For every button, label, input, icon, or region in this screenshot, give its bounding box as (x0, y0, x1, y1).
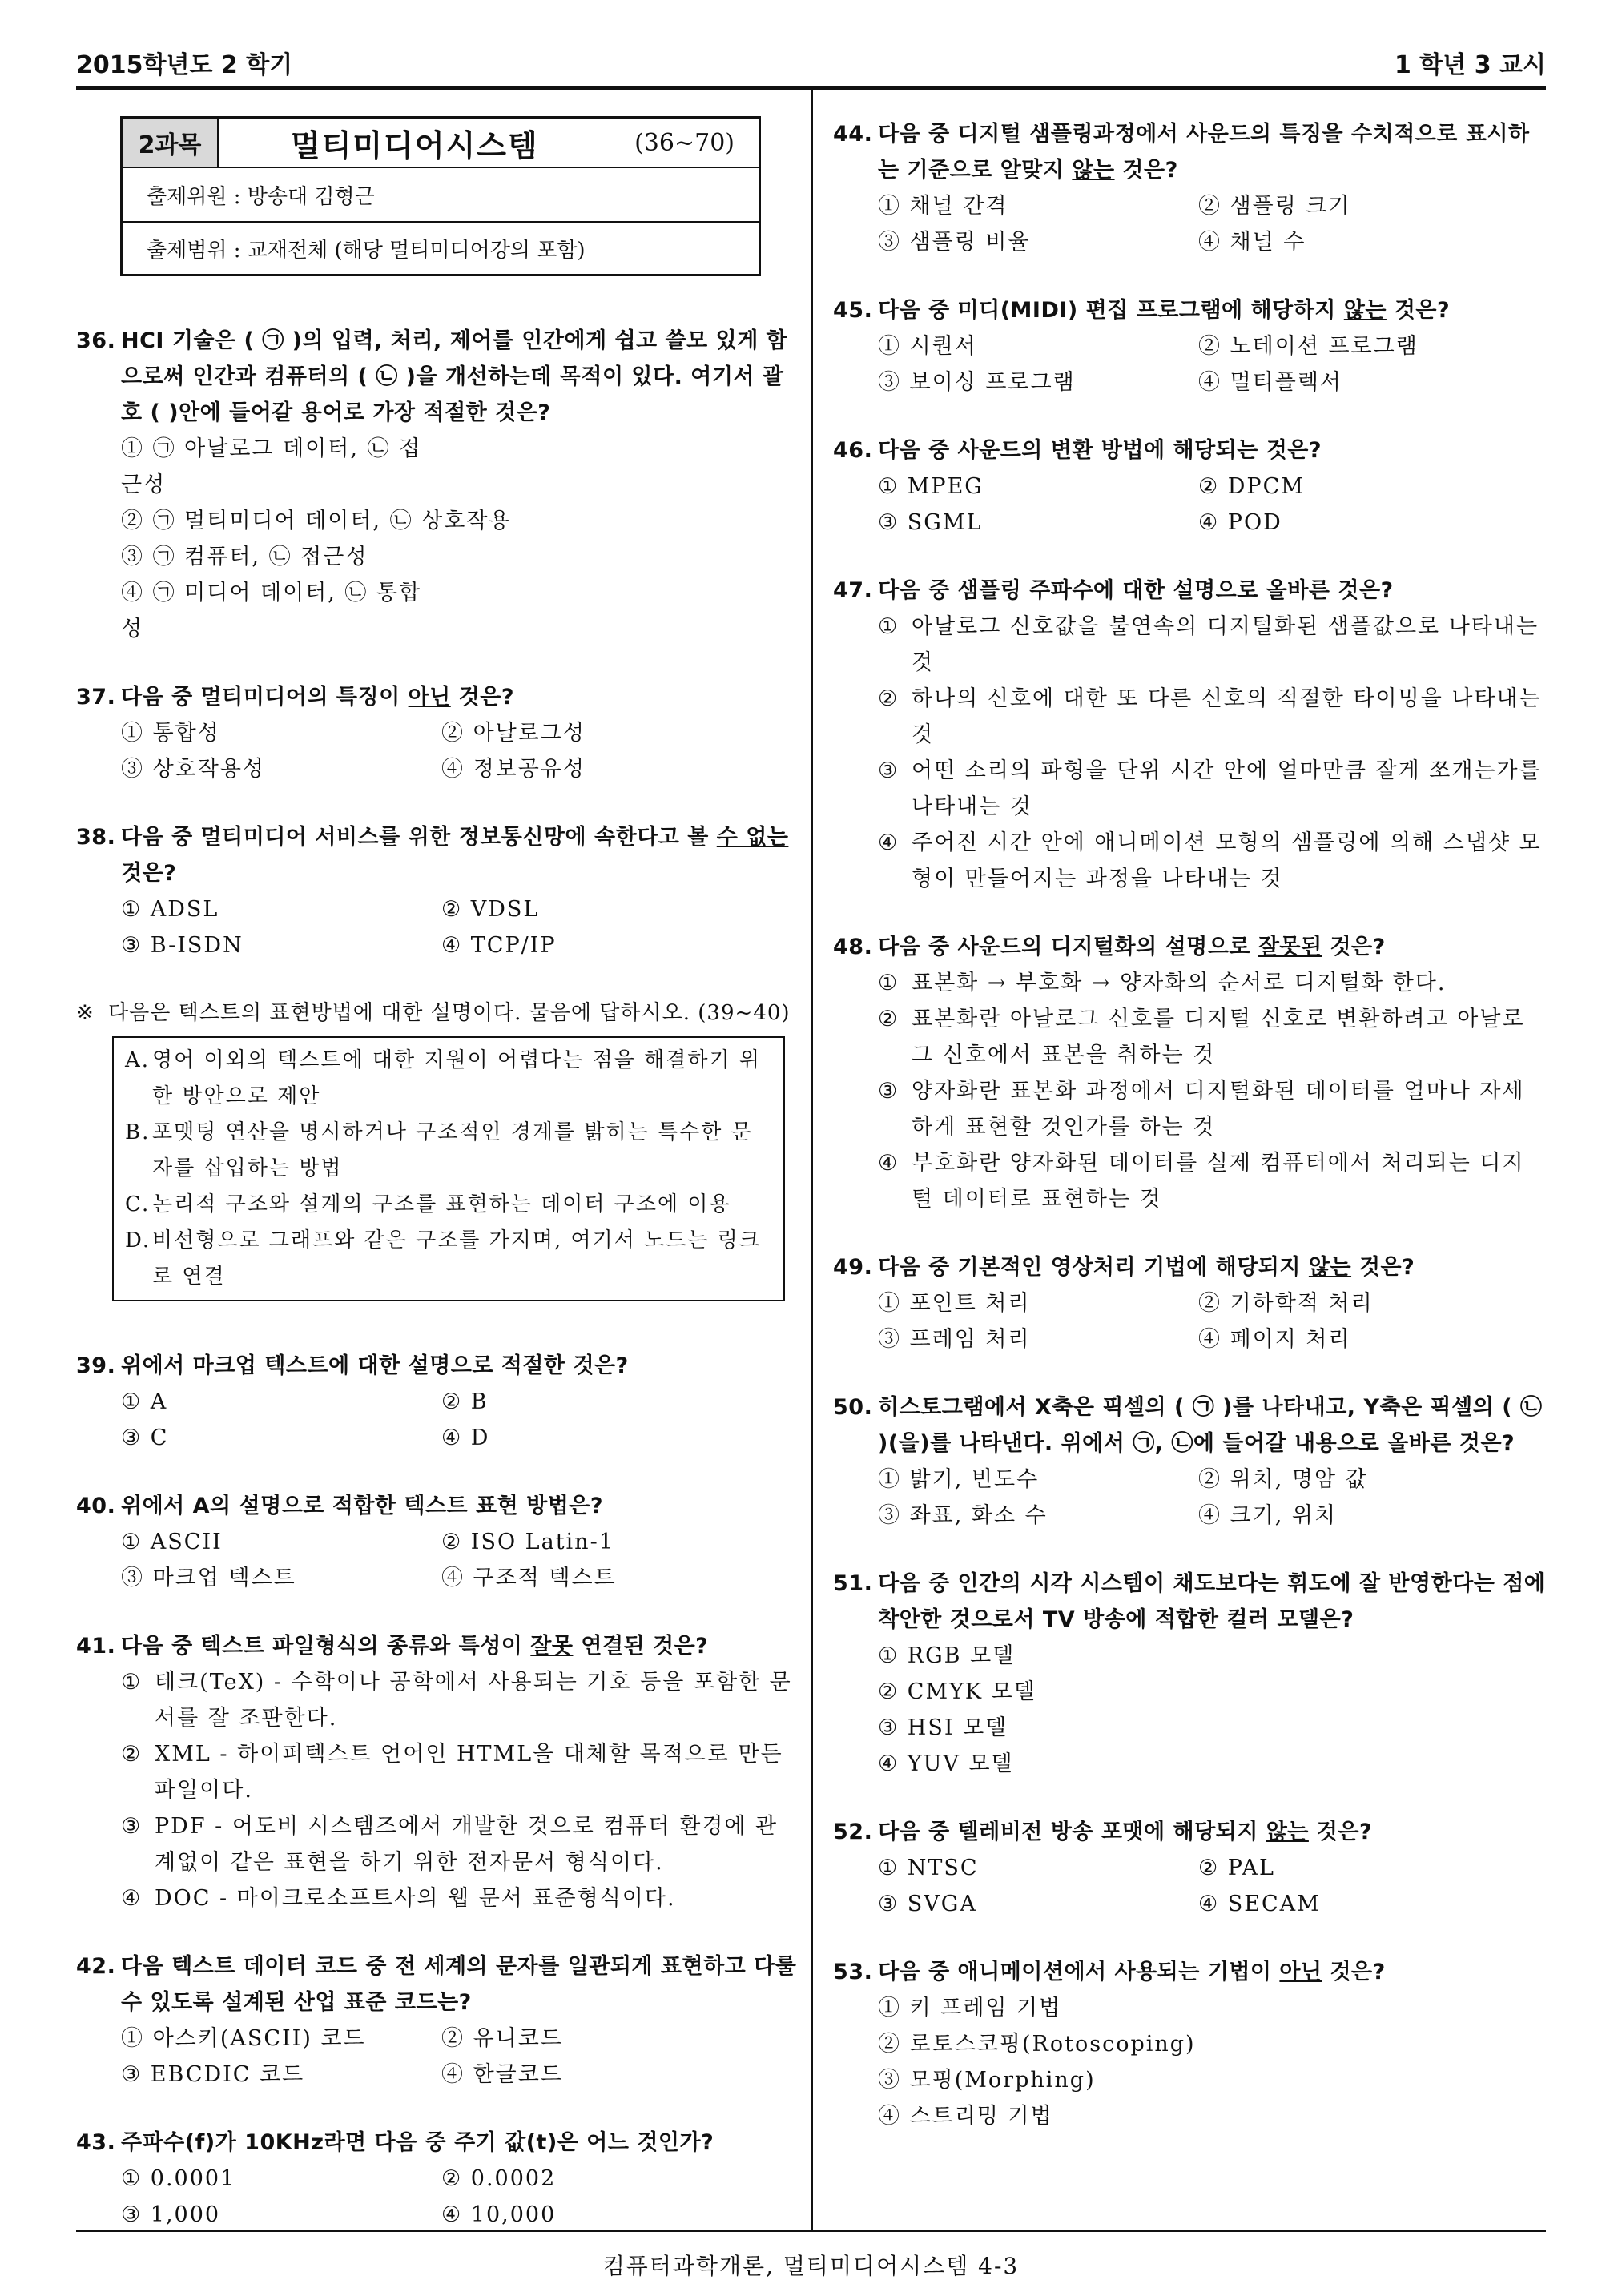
question-text: 다음 중 멀티미디어 서비스를 위한 정보통신망에 속한다고 볼 (121, 825, 717, 850)
option-3[interactable]: ③ 프레임 처리 (878, 1327, 1031, 1352)
option-2[interactable]: ② PAL (1198, 1856, 1275, 1880)
question-number: 37. (76, 685, 116, 710)
option-3[interactable]: ③ SGML (878, 510, 983, 535)
question-39 (76, 1348, 797, 1456)
option-1[interactable]: ① 밝기, 빈도수 (878, 1467, 1040, 1492)
option-text: 표본화란 아날로그 신호를 디지털 신호로 변환하려고 아날로그 신호에서 표본을 취하는 것 (912, 1007, 1525, 1068)
emphasis-text: 않는 (1343, 298, 1387, 323)
option-text: XML - 하이퍼텍스트 언어인 HTML을 대체할 목적으로 만든 파일이다. (155, 1742, 783, 1803)
question-number: 45. (833, 298, 873, 323)
item-mark: B. (125, 1120, 151, 1144)
option-4[interactable]: ④ 채널 수 (1198, 230, 1306, 255)
option-text: 어떤 소리의 파형을 단위 시간 안에 얼마만큼 잘게 쪼개는가를 나타내는 것 (912, 758, 1542, 819)
item-text: 포맷팅 연산을 명시하거나 구조적인 경계를 밝히는 특수한 문자를 삽입하는 방법 (152, 1120, 753, 1180)
option-1[interactable]: ① 포인트 처리 (878, 1291, 1031, 1316)
option-mark: ② (878, 686, 900, 711)
question-text: 다음 중 애니메이션에서 사용되는 기법이 (878, 1960, 1280, 1984)
option-3[interactable] (878, 753, 1546, 825)
question-text: 주파수(f)가 10KHz라면 다음 중 주기 값(t)은 어느 것인가? (121, 2130, 714, 2155)
question-number: 50. (833, 1395, 873, 1420)
question-text: 위에서 마크업 텍스트에 대한 설명으로 적절한 것은? (121, 1353, 629, 1378)
question-stem (76, 1488, 797, 1524)
option-2[interactable]: ② 0.0002 (441, 2166, 557, 2191)
footer-rule (76, 2230, 1546, 2232)
option-1[interactable]: ① NTSC (878, 1856, 979, 1880)
option-4[interactable]: ④ 10,000 (441, 2202, 557, 2227)
question-text: 다음 중 텔레비전 방송 포맷에 해당되지 (878, 1820, 1266, 1844)
option-1[interactable]: ① 아스키(ASCII) 코드 (121, 2026, 366, 2051)
exam-term: 2015학년도 2 학기 (76, 51, 293, 79)
option-3[interactable]: ③ EBCDIC 코드 (121, 2062, 305, 2087)
option-2[interactable] (121, 1736, 797, 1808)
question-44 (833, 116, 1546, 260)
item-text: 비선형으로 그래프와 같은 구조를 가지며, 여기서 노드는 링크로 연결 (152, 1228, 762, 1289)
option-1[interactable]: ① 통합성 (121, 721, 220, 746)
option-3[interactable] (121, 1808, 797, 1880)
question-stem (833, 292, 1546, 328)
option-3[interactable]: ③ 모핑(Morphing) (878, 2068, 1096, 2093)
option-1[interactable]: ① 키 프레임 기법 (878, 1996, 1062, 2021)
option-1[interactable]: ① ASCII (121, 1530, 223, 1554)
question-stem (76, 819, 797, 891)
item-text: 논리적 구조와 설계의 구조를 표현하는 데이터 구조에 이용 (152, 1192, 731, 1216)
question-stem (76, 1948, 797, 2021)
option-mark: ③ (121, 1814, 143, 1839)
question-text-end: 것은? (1308, 1820, 1373, 1844)
option-4[interactable]: ④ POD (1198, 510, 1282, 535)
exam-period: 1 학년 3 교시 (1394, 51, 1546, 79)
question-text: 다음 중 멀티미디어의 특징이 (121, 685, 409, 710)
option-2[interactable]: ② ISO Latin-1 (441, 1530, 614, 1554)
question-number: 44. (833, 122, 873, 147)
option-1[interactable]: ① ㉠ 아날로그 데이터, ㉡ 접근성 (121, 436, 422, 497)
question-text-end: 것은? (1322, 935, 1386, 959)
question-text-end: 연결된 것은? (573, 1634, 709, 1659)
option-text: 부호화란 양자화된 데이터를 실제 컴퓨터에서 처리되는 디지털 데이터로 표현하는 것 (912, 1151, 1525, 1212)
option-3[interactable]: ③ 1,000 (121, 2202, 221, 2227)
option-3[interactable]: ③ 상호작용성 (121, 757, 265, 782)
option-2[interactable]: ② 위치, 명암 값 (1198, 1467, 1368, 1492)
page-footer: 컴퓨터과학개론, 멀티미디어시스템 4-3 (602, 2253, 1020, 2279)
option-3[interactable]: ③ ㉠ 컴퓨터, ㉡ 접근성 (121, 545, 368, 569)
question-text-end: 것은? (121, 861, 177, 886)
question-53 (833, 1954, 1546, 2134)
option-4[interactable]: ④ TCP/IP (441, 933, 557, 958)
option-2[interactable]: ② VDSL (441, 897, 540, 922)
passage-item-c (125, 1187, 772, 1223)
option-3[interactable]: ③ 샘플링 비율 (878, 230, 1031, 255)
option-mark: ① (878, 971, 900, 995)
page-header (76, 45, 1546, 85)
option-2[interactable]: ② B (441, 1389, 489, 1414)
subject-scope: 출제범위 : 교재전체 (해당 멀티미디어강의 포함) (123, 221, 759, 274)
emphasis-text: 않는 (1266, 1820, 1309, 1844)
option-mark: ③ (878, 1079, 900, 1104)
option-2[interactable]: ② ㉠ 멀티미디어 데이터, ㉡ 상호작용 (121, 509, 512, 533)
option-2[interactable]: ② CMYK 모델 (878, 1679, 1036, 1704)
question-stem (833, 1389, 1546, 1462)
question-text: 다음 중 기본적인 영상처리 기법에 해당되지 (878, 1255, 1309, 1280)
option-4[interactable]: ④ D (441, 1425, 490, 1450)
option-2[interactable]: ② 샘플링 크기 (1198, 194, 1351, 219)
subject-author: 출제위원 : 방송대 김형근 (147, 184, 375, 209)
question-stem (76, 1628, 797, 1664)
question-stem (76, 1348, 797, 1384)
item-mark: D. (125, 1228, 151, 1253)
option-4[interactable]: ④ 크기, 위치 (1198, 1503, 1338, 1528)
question-number: 49. (833, 1255, 873, 1280)
option-1[interactable] (121, 1664, 797, 1736)
question-range: (36~70) (634, 128, 735, 157)
question-text-end: 것은? (1114, 158, 1178, 183)
option-4[interactable]: ④ 페이지 처리 (1198, 1327, 1351, 1352)
emphasis-text: 수 없는 (716, 825, 789, 850)
question-text: 위에서 A의 설명으로 적합한 텍스트 표현 방법은? (121, 1494, 604, 1518)
question-number: 48. (833, 935, 873, 959)
option-mark: ② (121, 1742, 143, 1767)
question-number: 43. (76, 2130, 116, 2155)
column-divider (811, 90, 813, 2230)
question-38 (76, 819, 797, 963)
option-text: PDF - 어도비 시스템즈에서 개발한 것으로 컴퓨터 환경에 관계없이 같은 표현을 하기 위한 전자문서 형식이다. (155, 1814, 779, 1875)
option-3[interactable]: ③ B-ISDN (121, 933, 244, 958)
question-stem (833, 573, 1546, 609)
question-text-end: 것은? (450, 685, 514, 710)
emphasis-text: 않는 (1308, 1255, 1352, 1280)
question-text: HCI 기술은 ( ㉠ )의 입력, 처리, 제어를 인간에게 쉽고 쓸모 있게 함으로써 인간과 컴퓨터의 ( ㉡ )을 개선하는데 목적이 있다. 여기서 괄호 ( )안에 들어갈 용어로 가장 적절한 것은? (121, 328, 788, 425)
question-stem (76, 2125, 797, 2161)
right-column (833, 116, 1546, 2166)
option-mark: ③ (878, 758, 900, 783)
question-42 (76, 1948, 797, 2093)
option-mark: ④ (121, 1886, 143, 1911)
note-text: 다음은 텍스트의 표현방법에 대한 설명이다. 물음에 답하시오. (39~40) (108, 1001, 791, 1025)
subject-code: 2과목 (123, 119, 219, 167)
passage-item-a (125, 1043, 772, 1115)
option-2[interactable]: ② DPCM (1198, 474, 1305, 499)
subject-name: 멀티미디어시스템 (291, 127, 539, 163)
question-text: 다음 중 사운드의 변환 방법에 해당되는 것은? (878, 438, 1322, 463)
question-stem (833, 116, 1546, 188)
question-49 (833, 1249, 1546, 1357)
question-47 (833, 573, 1546, 897)
question-text-end: 것은? (1386, 298, 1451, 323)
option-text: 테크(TeX) - 수학이나 공학에서 사용되는 기호 등을 포함한 문서를 잘 조판한다. (155, 1670, 792, 1731)
passage-box (112, 1036, 785, 1301)
question-stem (833, 1954, 1546, 1990)
question-text: 다음 중 디지털 샘플링과정에서 사운드의 특징을 수치적으로 표시하는 기준으로 알맞지 (878, 122, 1530, 183)
option-4[interactable]: ④ ㉠ 미디어 데이터, ㉡ 통합성 (121, 581, 422, 641)
emphasis-text: 잘못 (530, 1634, 574, 1659)
option-4[interactable]: ④ YUV 모델 (878, 1751, 1014, 1776)
option-3[interactable]: ③ HSI 모델 (878, 1715, 1008, 1740)
question-number: 36. (76, 328, 116, 353)
option-text: 하나의 신호에 대한 또 다른 신호의 적절한 타이밍을 나타내는 것 (912, 686, 1542, 747)
question-text: 다음 중 미디(MIDI) 편집 프로그램에 해당하지 (878, 298, 1344, 323)
question-stem (833, 432, 1546, 468)
left-column (76, 116, 797, 2265)
option-1[interactable]: ① 0.0001 (121, 2166, 236, 2191)
question-52 (833, 1814, 1546, 1922)
passage-note (76, 995, 797, 1031)
option-2[interactable]: ② 로토스코핑(Rotoscoping) (878, 2032, 1196, 2057)
question-text: 다음 텍스트 데이터 코드 중 전 세계의 문자를 일관되게 표현하고 다룰 수 있도록 설계된 산업 표준 코드는? (121, 1954, 797, 2015)
question-stem (833, 929, 1546, 965)
option-1[interactable] (878, 609, 1546, 681)
option-text: DOC - 마이크로소프트사의 웹 문서 표준형식이다. (155, 1886, 676, 1911)
question-36 (76, 323, 797, 647)
option-text: 주어진 시간 안에 애니메이션 모형의 샘플링에 의해 스냅샷 모형이 만들어지는 과정을 나타내는 것 (912, 830, 1542, 891)
option-1[interactable]: ① RGB 모델 (878, 1643, 1016, 1668)
question-stem (76, 679, 797, 715)
item-mark: A. (125, 1048, 151, 1072)
question-text: 다음 중 인간의 시각 시스템이 채도보다는 휘도에 잘 반영한다는 점에 착안한 것으로서 TV 방송에 적합한 컬러 모델은? (878, 1571, 1546, 1632)
option-1[interactable]: ① A (121, 1389, 168, 1414)
option-1[interactable]: ① ADSL (121, 897, 219, 922)
option-mark: ① (878, 614, 900, 639)
question-number: 39. (76, 1353, 116, 1378)
question-stem (833, 1814, 1546, 1850)
question-stem (833, 1249, 1546, 1285)
option-4[interactable]: ④ 한글코드 (441, 2062, 563, 2087)
subject-box (120, 116, 761, 276)
option-4[interactable] (878, 1145, 1546, 1217)
option-mark: ① (121, 1670, 143, 1695)
option-4[interactable] (878, 825, 1546, 897)
option-2[interactable]: ② 노테이션 프로그램 (1198, 334, 1419, 359)
question-text-end: 것은? (1351, 1255, 1415, 1280)
question-stem (833, 1566, 1546, 1638)
option-3[interactable] (878, 1073, 1546, 1145)
option-text: 표본화 → 부호화 → 양자화의 순서로 디지털화 한다. (912, 971, 1447, 995)
question-50 (833, 1389, 1546, 1534)
option-4[interactable]: ④ 구조적 텍스트 (441, 1566, 617, 1590)
option-2[interactable]: ② 기하학적 처리 (1198, 1291, 1374, 1316)
passage-item-b (125, 1115, 772, 1187)
question-text: 다음 중 사운드의 디지털화의 설명으로 (878, 935, 1258, 959)
option-text: 아날로그 신호값을 불연속의 디지털화된 샘플값으로 나타내는 것 (912, 614, 1539, 675)
question-43 (76, 2125, 797, 2233)
option-4[interactable] (121, 1880, 797, 1916)
option-2[interactable] (878, 1001, 1546, 1073)
question-text-end: 것은? (1322, 1960, 1386, 1984)
question-text: 다음 중 텍스트 파일형식의 종류와 특성이 (121, 1634, 531, 1659)
option-text: 양자화란 표본화 과정에서 디지털화된 데이터를 얼마나 자세하게 표현할 것인가를 하는 것 (912, 1079, 1525, 1140)
question-number: 38. (76, 825, 116, 850)
option-mark: ④ (878, 830, 900, 855)
question-text: 히스토그램에서 X축은 픽셀의 ( ㉠ )를 나타내고, Y축은 픽셀의 ( ㉡ )(을)를 나타낸다. 위에서 ㉠, ㉡에 들어갈 내용으로 올바른 것은? (878, 1395, 1543, 1456)
option-4[interactable]: ④ SECAM (1198, 1892, 1321, 1916)
emphasis-text: 아닌 (408, 685, 451, 710)
option-3[interactable]: ③ 마크업 텍스트 (121, 1566, 296, 1590)
question-51 (833, 1566, 1546, 1782)
question-stem (76, 323, 797, 431)
option-1[interactable] (878, 965, 1546, 1001)
option-4[interactable]: ④ 스트리밍 기법 (878, 2104, 1053, 2129)
option-2[interactable]: ② 유니코드 (441, 2026, 563, 2051)
question-45 (833, 292, 1546, 400)
option-2[interactable] (878, 681, 1546, 753)
option-3[interactable]: ③ 좌표, 화소 수 (878, 1503, 1048, 1528)
question-40 (76, 1488, 797, 1596)
question-number: 42. (76, 1954, 116, 1979)
option-mark: ④ (878, 1151, 900, 1176)
option-3[interactable]: ③ SVGA (878, 1892, 977, 1916)
option-4[interactable]: ④ 멀티플렉서 (1198, 370, 1342, 395)
option-1[interactable]: ① 시퀀서 (878, 334, 977, 359)
question-number: 47. (833, 578, 873, 603)
question-48 (833, 929, 1546, 1217)
question-number: 46. (833, 438, 873, 463)
passage-item-d (125, 1223, 772, 1295)
emphasis-text: 않는 (1072, 158, 1115, 183)
option-1[interactable]: ① 채널 간격 (878, 194, 1008, 219)
item-mark: C. (125, 1192, 151, 1216)
option-3[interactable]: ③ 보이싱 프로그램 (878, 370, 1076, 395)
question-37 (76, 679, 797, 787)
question-46 (833, 432, 1546, 541)
question-number: 52. (833, 1820, 873, 1844)
option-3[interactable]: ③ C (121, 1425, 169, 1450)
note-mark: ※ (76, 1001, 95, 1025)
item-text: 영어 이외의 텍스트에 대한 지원이 어렵다는 점을 해결하기 위한 방안으로 제안 (152, 1048, 762, 1108)
option-mark: ② (878, 1007, 900, 1031)
option-1[interactable]: ① MPEG (878, 474, 984, 499)
question-number: 51. (833, 1571, 873, 1596)
question-number: 40. (76, 1494, 116, 1518)
question-number: 41. (76, 1634, 116, 1659)
question-number: 53. (833, 1960, 873, 1984)
emphasis-text: 잘못된 (1258, 935, 1322, 959)
option-4[interactable]: ④ 정보공유성 (441, 757, 586, 782)
emphasis-text: 아닌 (1279, 1960, 1322, 1984)
option-2[interactable]: ② 아날로그성 (441, 721, 586, 746)
question-text: 다음 중 샘플링 주파수에 대한 설명으로 올바른 것은? (878, 578, 1394, 603)
question-41 (76, 1628, 797, 1916)
